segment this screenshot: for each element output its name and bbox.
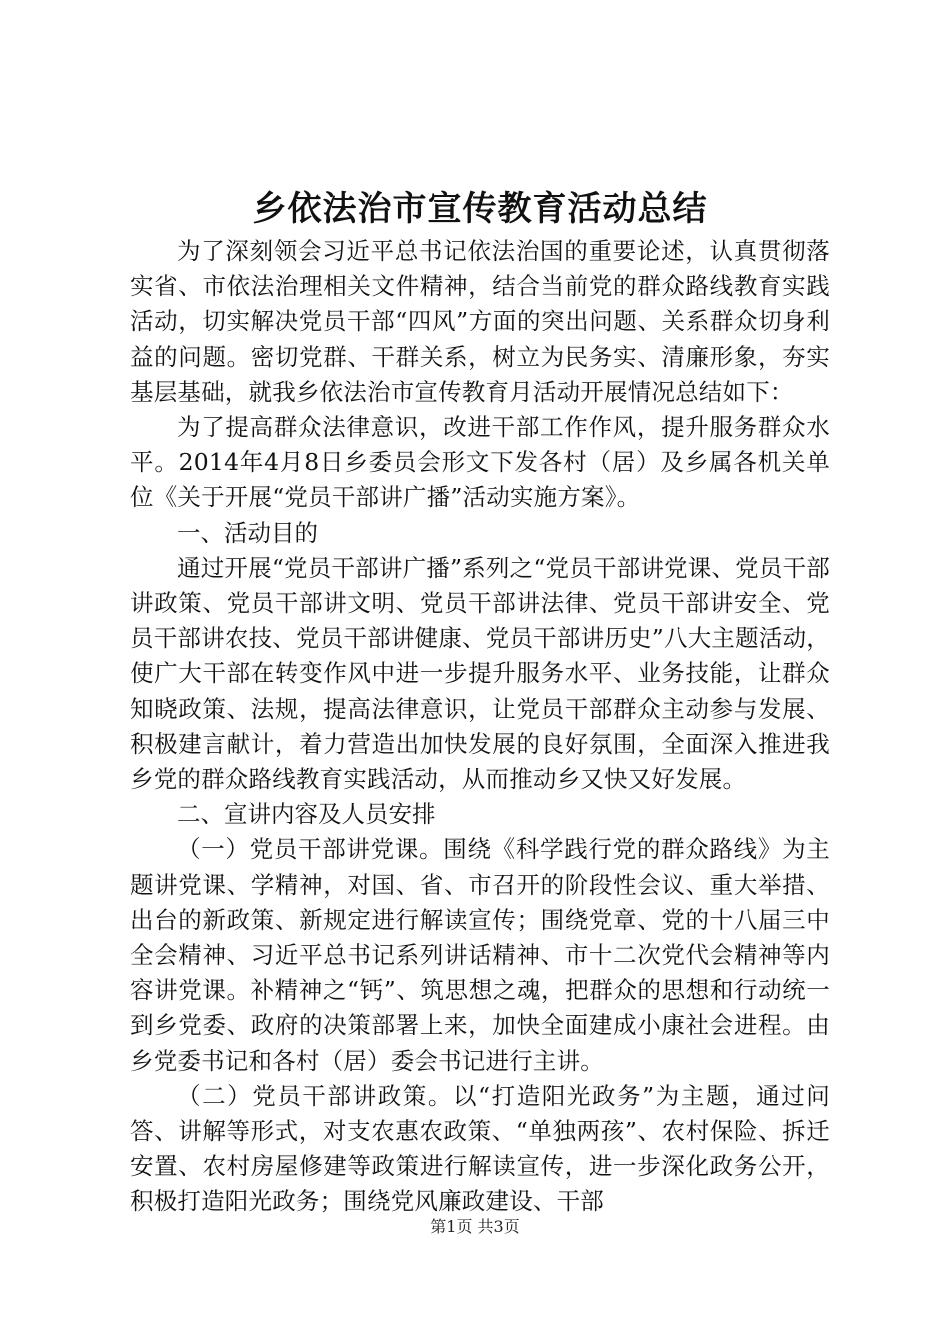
section-heading-purpose: 一、活动目的 bbox=[177, 518, 318, 547]
page-footer: 第1页 共3页 bbox=[430, 1217, 520, 1236]
party-lecture-paragraph: （一）党员干部讲党课。围绕《科学践行党的群众路线》为主题讲党课、学精神，对国、省、市召开的阶段性会议、重大举措、出台的新政策、新规定进行解读宣传；围绕党章、党的十八届三中全会精神、习近平总书记系列讲话精神、市十二次党代会精神等内容讲党课。补精神之“钙”、筑思想之魂，把群众的思想和行动统一到乡党委、政府的决策部署上来，加快全面建成小康社会进程。由乡党委书记和各村（居）委会书记进行主讲。 bbox=[130, 835, 830, 1075]
policy-lecture-paragraph: （二）党员干部讲政策。以“打造阳光政务”为主题，通过问答、讲解等形式，对支农惠农政策、“单独两孩”、农村保险、拆迁安置、农村房屋修建等政策进行解读宣传，进一步深化政务公开，积极打造阳光政务；围绕党风廉政建设、干部 bbox=[130, 1081, 830, 1216]
document-title: 乡依法治市宣传教育活动总结 bbox=[252, 189, 708, 229]
section-heading-content: 二、宣讲内容及人员安排 bbox=[177, 800, 436, 829]
background-paragraph: 为了提高群众法律意识，改进干部工作作风，提升服务群众水平。2014年4月8日乡委员会形文下发各村（居）及乡属各机关单位《关于开展“党员干部讲广播”活动实施方案》。 bbox=[130, 413, 830, 512]
purpose-paragraph: 通过开展“党员干部讲广播”系列之“党员干部讲党课、党员干部讲政策、党员干部讲文明、党员干部讲法律、党员干部讲安全、党员干部讲农技、党员干部讲健康、党员干部讲历史”八大主题活动，使广大干部在转变作风中进一步提升服务水平、业务技能，让群众知晓政策、法规，提高法律意识，让党员干部群众主动参与发展、积极建言献计，着力营造出加快发展的良好氛围，全面深入推进我乡党的群众路线教育实践活动，从而推动乡又快又好发展。 bbox=[130, 553, 830, 794]
intro-paragraph: 为了深刻领会习近平总书记依法治国的重要论述，认真贯彻落实省、市依法治理相关文件精神，结合当前党的群众路线教育实践活动，切实解决党员干部“四风”方面的突出问题、关系群众切身利益的问题。密切党群、干群关系，树立为民务实、清廉形象，夯实基层基础，就我乡依法治市宣传教育月活动开展情况总结如下： bbox=[130, 237, 830, 406]
document-body bbox=[130, 234, 830, 1220]
